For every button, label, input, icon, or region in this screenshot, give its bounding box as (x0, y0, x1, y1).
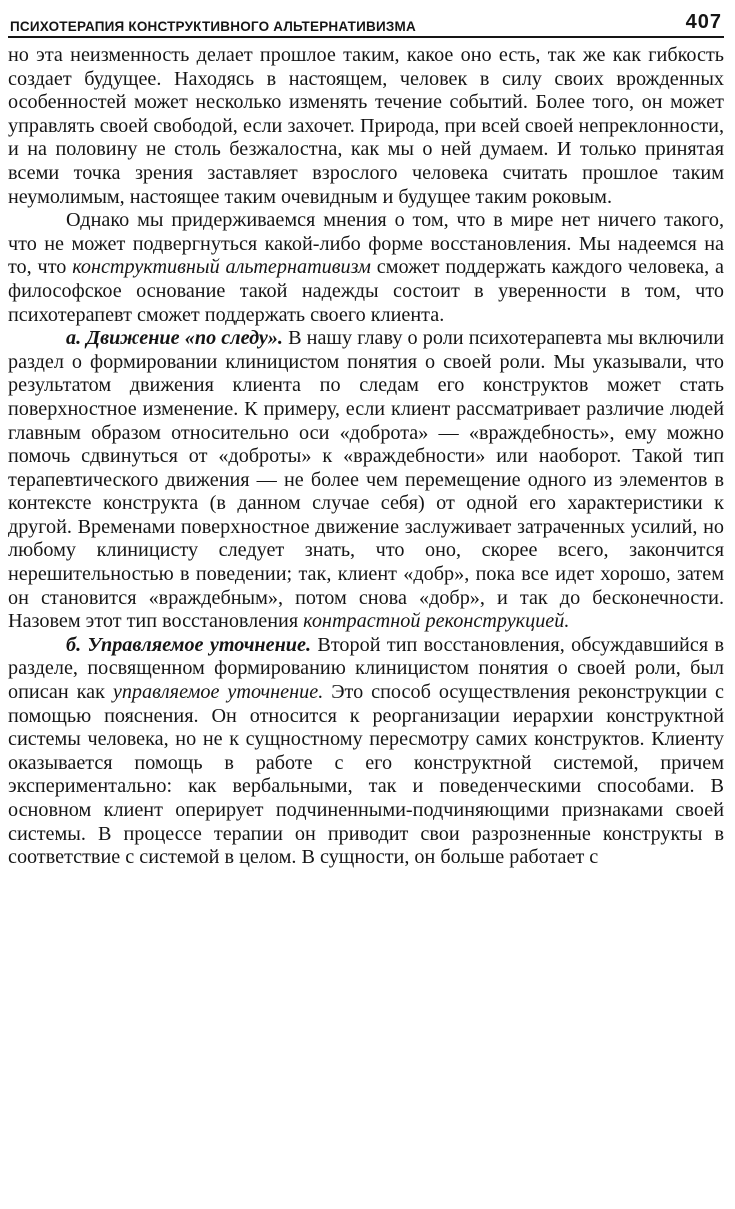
book-page (8, 6, 724, 870)
paragraph-1: но эта неизменность делает прошлое таким, какое оно есть, так же как гибкость создает будущее. Находясь в настоящем, человек в силу своих врожденных особенностей может несколько изменять течение событий. Более того, он может управлять своей свободой, если захочет. Природа, при всей своей непреклонности, и на половину не столь безжалостна, как мы о ней думаем. И только принятая всеми точка зрения заставляет взрослого человека считать прошлое таким неумолимым, настоящее таким очевидным и будущее таким роковым. (8, 44, 724, 208)
term-controlled-elaboration: управляемое уточнение. (112, 681, 324, 704)
section-heading-a: а. Движение «по следу». (66, 327, 283, 350)
paragraph-4-text-after: Это способ осуществления реконструкции с помощью пояснения. Он относится к реорганизации иерархии конструктной системы человека, но не к сущностному пересмотру самих конструктов. Клиенту оказывается помощь в работе с его конструктной системой, причем экспериментально: как вербальными, так и поведенческими способами. В основном клиент оперирует подчиненными-подчиняющими признаками своей системы. В процессе терапии он приводит свои разрозненные конструкты в соответствие с системой в целом. В сущности, он больше работает с (8, 681, 724, 869)
page-number: 407 (685, 11, 722, 33)
term-contrast-reconstruction: контрастной реконструкцией. (303, 610, 570, 633)
term-constructive-alternativism: конструктивный альтернативизм (72, 256, 371, 279)
paragraph-4-text-before: Второй тип восстановления, обсуждавшийся в разделе, посвященном формированию клиницистом понятия о своей роли, был описан как (8, 633, 724, 704)
body-text (8, 44, 724, 870)
paragraph-2-text-before: Однако мы придерживаемся мнения о том, что в мире нет ничего такого, что не может подвергнуться какой-либо форме восстановления. Мы надеемся на то, что (8, 209, 724, 279)
paragraph-2-text-after: сможет поддержать каждого человека, а философское основание такой надежды состоит в уверенности в том, что психотерапевт сможет поддержать своего клиента. (8, 256, 724, 326)
paragraph-3-body: В нашу главу о роли психотерапевта мы включили раздел о формировании клиницистом понятия о своей роли. Мы указывали, что результатом движения клиента по следам его конструктов может стать поверхностное изменение. К примеру, если клиент рассматривает различие людей главным образом относительно оси «доброта» — «враждебность», ему можно помочь сдвинуться от «доброты» к «враждебности» или наоборот. Такой тип терапевтического движения — не более чем перемещение одного из элементов в контексте конструкта (в данном случае себя) от одной его характеристики к другой. Временами поверхностное движение заслуживает затраченных усилий, но любому клиницисту следует знать, что оно, скорее всего, закончится нерешительностью в поведении; так, клиент «добр», пока все идет хорошо, затем он становится «враждебным», потом снова «добр», и так до бесконечности. Назовем этот тип восстановления (8, 327, 724, 633)
paragraph-3 (8, 327, 724, 634)
paragraph-4 (8, 634, 724, 870)
running-title: ПСИХОТЕРАПИЯ КОНСТРУКТИВНОГО АЛЬТЕРНАТИВИЗМА (10, 19, 416, 34)
running-head (8, 6, 724, 38)
section-heading-b: б. Управляемое уточнение. (66, 633, 312, 656)
paragraph-2 (8, 209, 724, 327)
